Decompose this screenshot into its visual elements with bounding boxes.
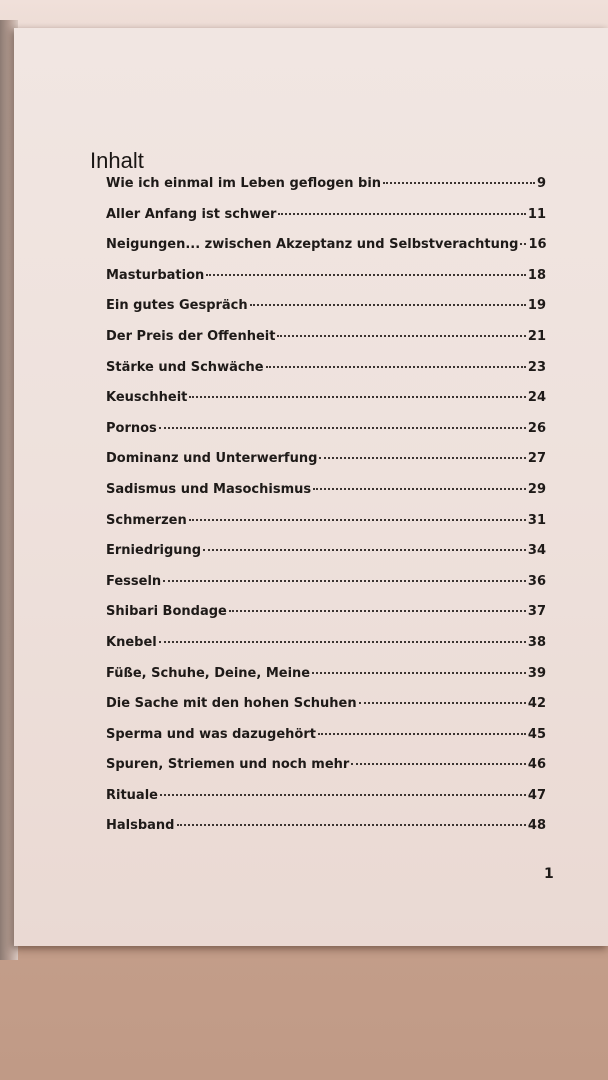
toc-entry-title: Pornos (106, 420, 157, 436)
toc-entry-page: 23 (527, 359, 546, 375)
dot-leader (159, 427, 526, 429)
toc-entry (106, 666, 546, 697)
toc-entry-page: 31 (527, 512, 546, 528)
toc-entry-page: 11 (527, 206, 546, 222)
toc-entry-title: Spuren, Striemen und noch mehr (106, 757, 350, 773)
dot-leader (189, 519, 526, 521)
toc-entry-title: Aller Anfang ist schwer (106, 206, 277, 222)
toc-entry (106, 237, 546, 268)
dot-leader (177, 824, 526, 826)
page-title: Inhalt (90, 148, 144, 173)
toc-entry (106, 329, 546, 360)
toc-entry-title: Masturbation (106, 267, 205, 283)
toc-entry (106, 788, 546, 819)
toc-entry (106, 390, 546, 421)
toc-entry-page: 29 (527, 481, 546, 497)
dot-leader (520, 243, 526, 245)
dot-leader (266, 366, 526, 368)
toc-entry-title: Füße, Schuhe, Deine, Meine (106, 665, 311, 681)
dot-leader (163, 580, 526, 582)
toc-entry-title: Fesseln (106, 573, 162, 589)
toc-entry-title: Halsband (106, 818, 175, 834)
dot-leader (250, 304, 526, 306)
toc-entry (106, 451, 546, 482)
toc-entry (106, 268, 546, 299)
toc-entry (106, 727, 546, 758)
toc-entry-title: Stärke und Schwäche (106, 359, 264, 375)
dot-leader (159, 641, 526, 643)
toc-entry-page: 24 (527, 390, 546, 406)
toc-entry-title: Wie ich einmal im Leben geflogen bin (106, 176, 382, 191)
toc-entry (106, 635, 546, 666)
dot-leader (359, 702, 526, 704)
dot-leader (319, 457, 526, 459)
dot-leader (351, 763, 526, 765)
toc-entry-page: 21 (527, 328, 546, 344)
toc-entry-title: Schmerzen (106, 512, 187, 528)
toc-entry-title: Erniedrigung (106, 543, 202, 559)
toc-entry-page: 16 (528, 237, 547, 253)
dot-leader (278, 213, 525, 215)
toc-entry (106, 298, 546, 329)
toc-entry-page: 38 (527, 634, 546, 650)
toc-entry-page: 46 (527, 757, 546, 773)
toc-entry (106, 207, 546, 238)
toc-entry-title: Sperma und was dazugehört (106, 726, 316, 742)
toc-entry (106, 421, 546, 452)
toc-entry-page: 27 (527, 451, 546, 467)
toc-entry (106, 574, 546, 605)
dot-leader (203, 549, 526, 551)
toc-entry-title: Die Sache mit den hohen Schuhen (106, 696, 357, 712)
dot-leader (206, 274, 526, 276)
toc-entry-page: 48 (527, 818, 546, 834)
dot-leader (312, 672, 526, 674)
toc-entry-page: 18 (527, 267, 546, 283)
toc-entry (106, 513, 546, 544)
dot-leader (313, 488, 526, 490)
dot-leader (229, 610, 526, 612)
toc-entry-page: 45 (527, 726, 546, 742)
dot-leader (160, 794, 526, 796)
toc-entry-page: 34 (527, 543, 546, 559)
toc-entry-page: 26 (527, 420, 546, 436)
toc-entry-title: Sadismus und Masochismus (106, 481, 312, 497)
dot-leader (318, 733, 526, 735)
toc-entry-title: Ein gutes Gespräch (106, 298, 248, 314)
toc-entry-page: 42 (527, 696, 546, 712)
toc-entry-title: Knebel (106, 634, 157, 650)
toc-entry (106, 482, 546, 513)
toc-entry-page: 47 (527, 787, 546, 803)
toc-entry-title: Rituale (106, 787, 158, 803)
table-of-contents (106, 176, 546, 849)
toc-entry-page: 36 (527, 573, 546, 589)
dot-leader (383, 182, 535, 184)
toc-entry-title: Der Preis der Offenheit (106, 328, 276, 344)
toc-entry-title: Keuschheit (106, 390, 188, 406)
toc-entry (106, 543, 546, 574)
dot-leader (277, 335, 525, 337)
toc-entry-page: 9 (536, 176, 546, 191)
toc-entry (106, 757, 546, 788)
toc-entry (106, 818, 546, 849)
dot-leader (189, 396, 526, 398)
toc-entry (106, 360, 546, 391)
toc-entry (106, 604, 546, 635)
toc-entry-title: Shibari Bondage (106, 604, 227, 620)
toc-entry (106, 696, 546, 727)
toc-entry-page: 39 (527, 665, 546, 681)
toc-entry-page: 19 (527, 298, 546, 314)
toc-entry-page: 37 (527, 604, 546, 620)
toc-entry (106, 176, 546, 207)
book-page (14, 28, 608, 946)
toc-entry-title: Dominanz und Unterwerfung (106, 451, 318, 467)
page-number: 1 (544, 866, 554, 882)
toc-entry-title: Neigungen... zwischen Akzeptanz und Selbstverachtung (106, 237, 519, 253)
